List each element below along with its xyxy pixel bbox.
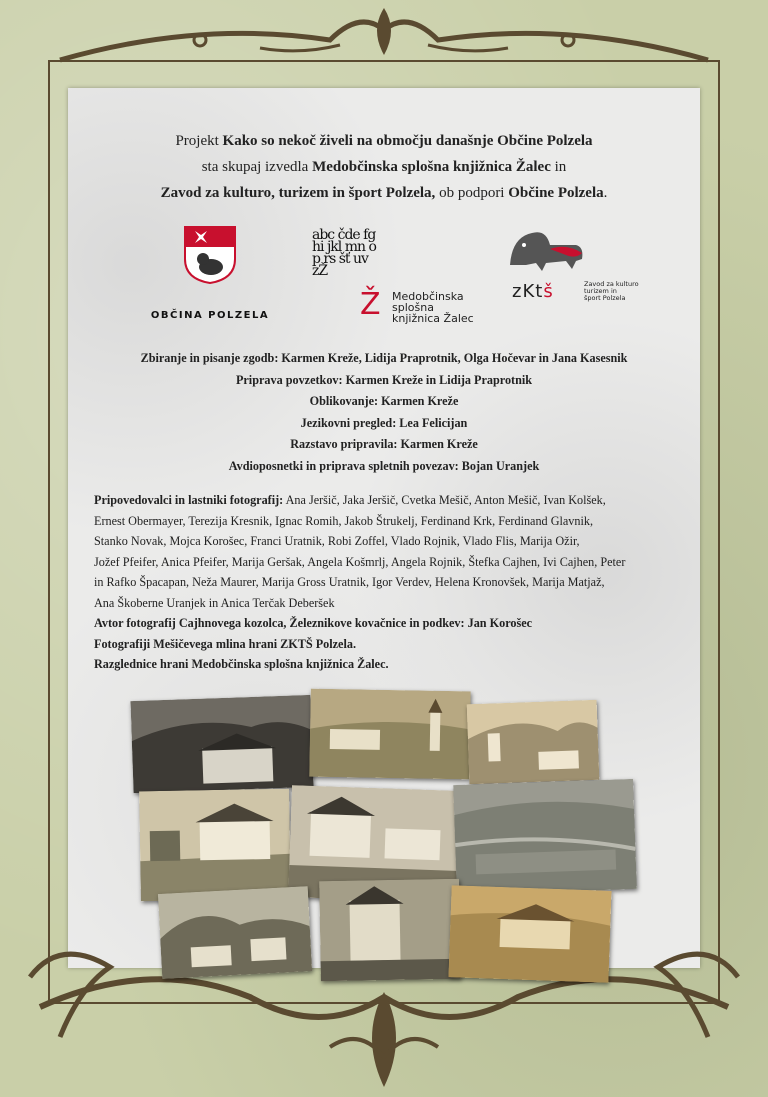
knjiznica-name: Medobčinska splošna knjižnica Žalec xyxy=(392,290,474,325)
postcard-image xyxy=(467,700,600,784)
postcards-credit: Razglednice hrani Medobčinska splošna knjižnica Žalec. xyxy=(94,657,389,671)
knjiznica-zalec-logo xyxy=(312,229,482,329)
mill-photo-credit: Fotografiji Mešičevega mlina hrani ZKTŠ Polzela. xyxy=(94,636,356,651)
credit-line: Oblikovanje: Karmen Kreže xyxy=(309,394,459,408)
credit-line: Zbiranje in pisanje zgodb: Karmen Kreže, Lidija Praprotnik, Olga Hočevar in Jana Kasesnik xyxy=(140,351,628,365)
zkts-name: Zavod za kulturo turizem in šport Polzela xyxy=(584,280,639,302)
credit-line: Jezikovni pregled: Lea Felicijan xyxy=(300,415,468,430)
obcina-polzela-logo xyxy=(150,225,270,321)
intro-text: Projekt Kako so nekoč živeli na območju današnje Občine Polzela sta skupaj izvedla Medobčinska splošna knjižnica Žalec in Zavod za kulturo, turizem in šport Polzela, ob podpori Občine Polzela. xyxy=(160,133,608,201)
credit-line: Avdioposnetki in priprava spletnih povezav: Bojan Uranjek xyxy=(228,458,540,473)
postcard-image xyxy=(139,789,291,902)
alphabet-mark: abc čde fghi jkl mn op rs šť uv zŽ xyxy=(312,227,376,279)
red-z-mark: Ž xyxy=(360,287,381,322)
photographer-credit: Avtor fotografij Cajhnovega kozolca, Železnikove kovačnice in podkev: Jan Korošec xyxy=(94,616,533,630)
postcard-image xyxy=(309,689,471,780)
postcard-image xyxy=(453,779,637,895)
storytellers-block: Pripovedovalci in lastniki fotografij: Ana Jeršič, Jaka Jeršič, Cvetka Mešič, Anton Mešič, Ivan Kolšek, Ernest Obermayer, Terezija Kresnik, Ignac Romih, Jakob Štrukelj, Ferdinand Krk, Ferdinand Glavnik, Stanko Novak, Mojca Korošec, Franci Uratnik, Robi Zoffel, Vlado Rojnik, Vlado Flis, Marija Ožir, Jožef Pfeifer, Anica Pfeifer, Marija Geršak, Angela Košmrlj, Angela Rojnik, Štefka Cajhen, Ivi Cajhen, Peter in Rafko Špacapan, Neža Maurer, Marija Gross Uratnik, Igor Verdev, Helena Kronovšek, Marija Matjaž, Ana Škoberne Uranjek in Anica Terčak Deberšek Avtor fotografij Cajhnovega kozolca, Železnikove kovačnice in podkev: Jan Korošec Fotografiji Mešičevega mlina hrani ZKTŠ Polzela. Razglednice hrani Medobčinska splošna knjižnica Žalec. xyxy=(94,490,684,675)
postcard-image xyxy=(130,695,313,793)
credit-line: Razstavo pripravila: Karmen Kreže xyxy=(290,437,478,451)
credits-block xyxy=(68,348,700,477)
lion-icon xyxy=(506,225,586,281)
postcard-image xyxy=(448,885,611,983)
postcard-collage xyxy=(130,690,640,990)
zkts-mark: zKtš xyxy=(512,281,554,302)
obcina-polzela-label: OBČINA POLZELA xyxy=(150,310,270,321)
zkts-logo xyxy=(500,225,650,325)
storytellers-label: Pripovedovalci in lastniki fotografij: xyxy=(94,493,284,507)
postcard-image xyxy=(319,879,461,981)
logos-row xyxy=(0,225,768,335)
coat-of-arms-icon xyxy=(183,225,237,285)
postcard-image xyxy=(158,886,312,979)
credit-line: Priprava povzetkov: Karmen Kreže in Lidija Praprotnik xyxy=(235,372,533,387)
